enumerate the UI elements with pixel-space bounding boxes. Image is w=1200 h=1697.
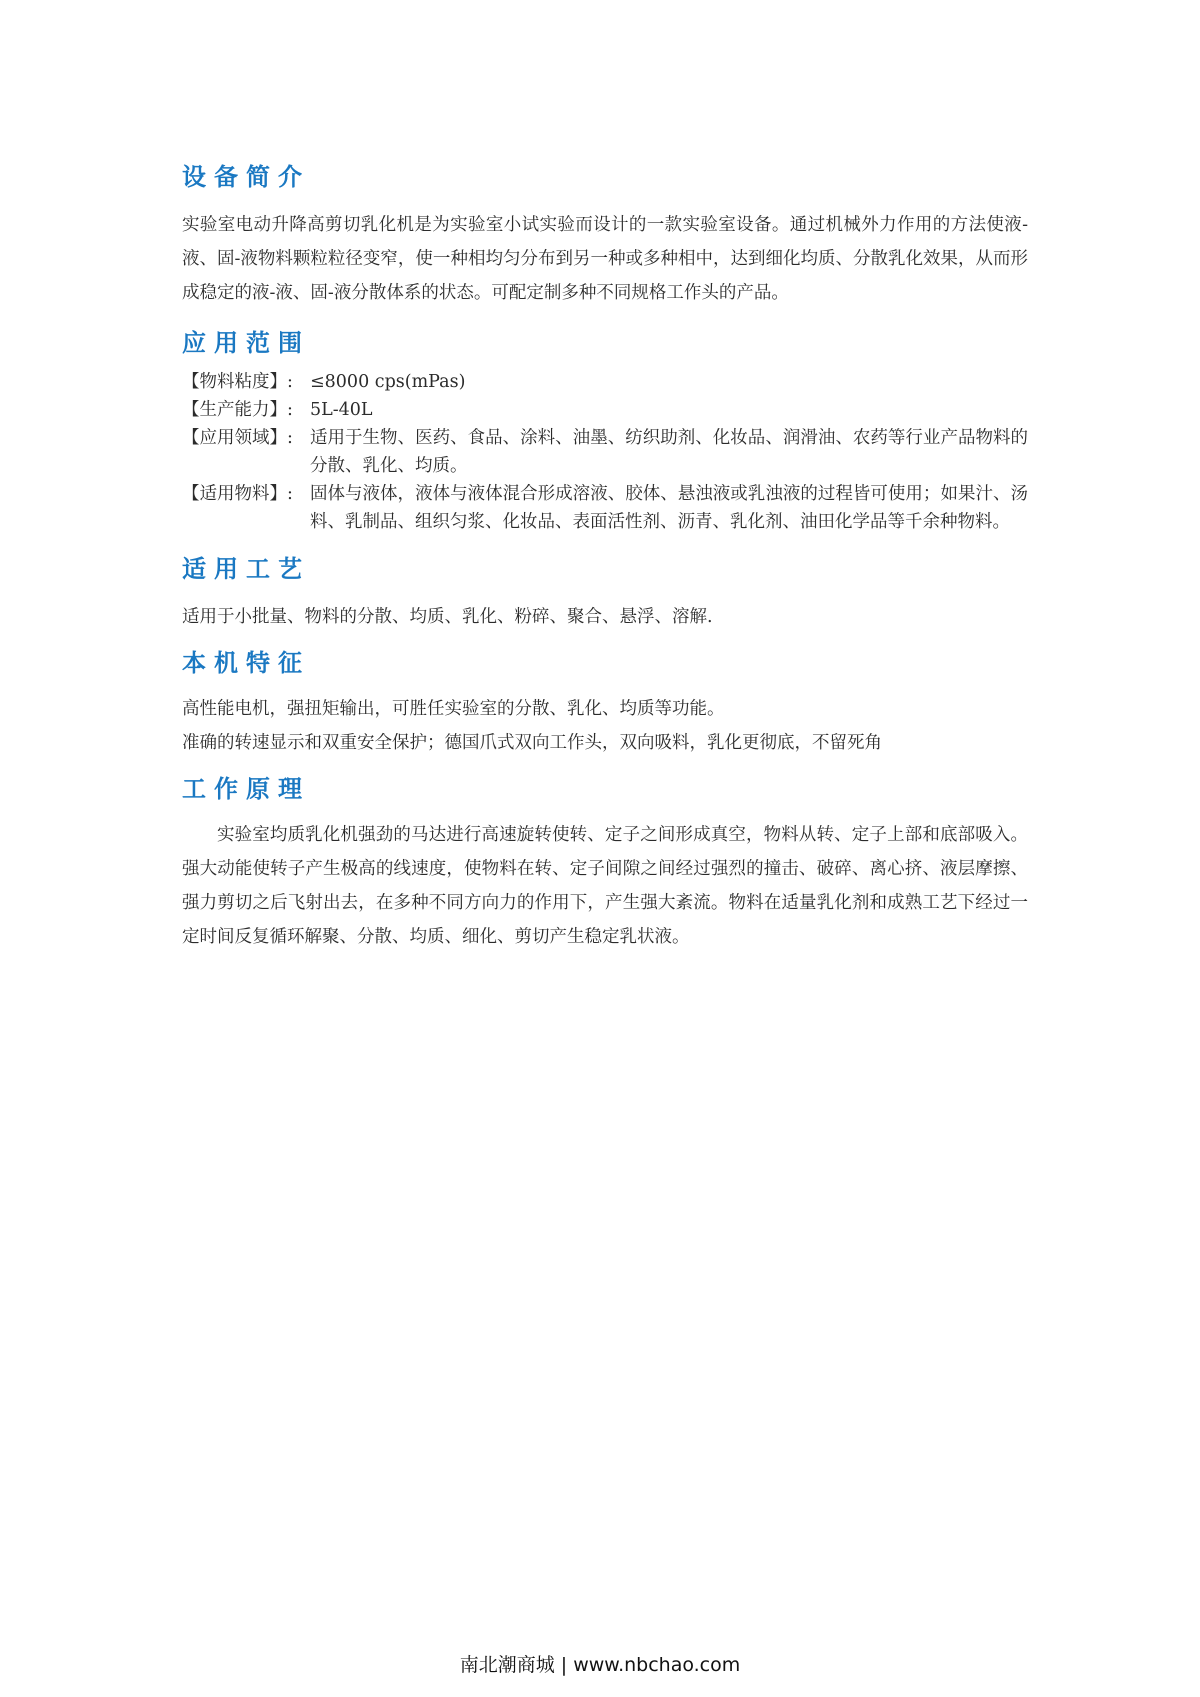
document-body [182, 160, 1028, 954]
spec-value: ≤8000 cps(mPas) [310, 372, 466, 392]
spec-label: 【物料粘度】: [182, 372, 293, 392]
spec-row-capacity [182, 396, 1028, 424]
spec-label: 【生产能力】: [182, 400, 293, 420]
process-paragraph: 适用于小批量、物料的分散、均质、乳化、粉碎、聚合、悬浮、溶解. [182, 607, 713, 627]
spec-row-viscosity [182, 368, 1028, 396]
principle-paragraph: 实验室均质乳化机强劲的马达进行高速旋转使转、定子之间形成真空，物料从转、定子上部和底部吸入。强大动能使转子产生极高的线速度，使物料在转、定子间隙之间经过强烈的撞击、破碎、离心挤、液层摩擦、强力剪切之后飞射出去，在多种不同方向力的作用下，产生强大紊流。物料在适量乳化剂和成熟工艺下经过一定时间反复循环解聚、分散、均质、细化、剪切产生稳定乳状液。 [182, 825, 1028, 947]
spec-label: 【应用领域】: [182, 428, 293, 448]
spec-row-materials [182, 480, 1028, 536]
spec-value: 固体与液体，液体与液体混合形成溶液、胶体、悬浊液或乳浊液的过程皆可使用；如果汁、汤料、乳制品、组织匀浆、化妆品、表面活性剂、沥青、乳化剂、油田化学品等千余种物料。 [310, 484, 1028, 532]
spec-row-application [182, 424, 1028, 480]
spec-label: 【适用物料】: [182, 484, 293, 504]
intro-paragraph: 实验室电动升降高剪切乳化机是为实验室小试实验而设计的一款实验室设备。通过机械外力作用的方法使液-液、固-液物料颗粒粒径变窄，使一种相均匀分布到另一种或多种相中，达到细化均质、分散乳化效果，从而形成稳定的液-液、固-液分散体系的状态。可配定制多种不同规格工作头的产品。 [182, 215, 1028, 303]
spec-list [182, 368, 1028, 536]
section-title-features: 本机特征 [182, 649, 310, 677]
section-title-scope: 应用范围 [182, 329, 310, 357]
section-title-process: 适用工艺 [182, 555, 310, 583]
spec-value: 5L-40L [310, 400, 373, 420]
features-block [182, 692, 1028, 760]
feature-line: 准确的转速显示和双重安全保护；德国爪式双向工作头，双向吸料，乳化更彻底，不留死角 [182, 733, 882, 753]
section-title-intro: 设备简介 [182, 163, 310, 191]
feature-line: 高性能电机，强扭矩输出，可胜任实验室的分散、乳化、均质等功能。 [182, 699, 725, 719]
footer-site-link[interactable]: 南北潮商城 | www.nbchao.com [459, 1654, 741, 1676]
section-title-principle: 工作原理 [182, 775, 310, 803]
spec-value: 适用于生物、医药、食品、涂料、油墨、纺织助剂、化妆品、润滑油、农药等行业产品物料的分散、乳化、均质。 [310, 428, 1028, 476]
